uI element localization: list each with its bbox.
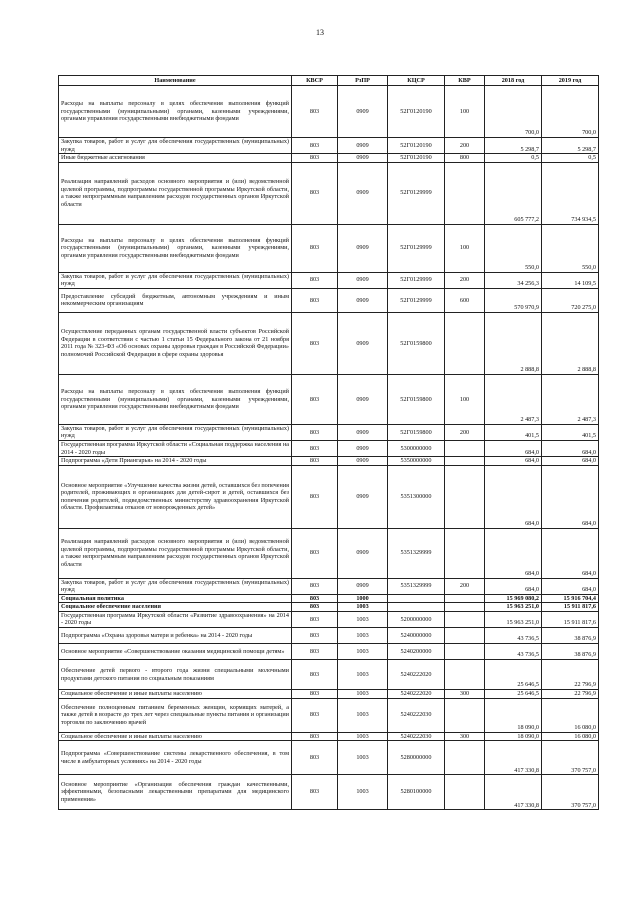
cell-kcsr: 5240222020 — [388, 690, 445, 699]
table-row — [59, 611, 599, 627]
table-row — [59, 162, 599, 224]
cell-kcsr: 52Г0129999 — [388, 272, 445, 288]
table-row — [59, 374, 599, 424]
cell-kvr — [445, 528, 485, 578]
cell-name: Основное мероприятие «Улучшение качества жизни детей, оставшихся без попечения родителей, проживающих в организациях для детей-сирот и детей, оставшихся без попечения родителей, подведомственных министерству здравоохранения Иркутской области. Профилактика отказов от новорожденных детей» — [59, 465, 292, 528]
cell-kvr — [445, 162, 485, 224]
cell-name: Основное мероприятие «Совершенствование оказания медицинской помощи детям» — [59, 644, 292, 660]
budget-table — [58, 75, 599, 810]
cell-kvr: 100 — [445, 86, 485, 138]
cell-kvr: 200 — [445, 578, 485, 594]
table-row — [59, 741, 599, 775]
cell-kvr — [445, 440, 485, 456]
cell-kcsr: 52Г0159800 — [388, 374, 445, 424]
cell-y2018: 684,0 — [485, 465, 542, 528]
cell-kvsr: 803 — [292, 578, 338, 594]
cell-name: Закупка товаров, работ и услуг для обеспечения государственных (муниципальных) нужд — [59, 424, 292, 440]
cell-kvsr: 803 — [292, 698, 338, 732]
cell-kcsr: 52Г0159800 — [388, 424, 445, 440]
cell-kcsr — [388, 594, 445, 603]
cell-kcsr: 5300000000 — [388, 440, 445, 456]
table-row — [59, 732, 599, 741]
cell-y2019: 15 911 817,6 — [542, 611, 599, 627]
table-row — [59, 690, 599, 699]
cell-y2018: 417 330,8 — [485, 775, 542, 810]
cell-y2018: 417 330,8 — [485, 741, 542, 775]
header-row — [59, 76, 599, 86]
cell-y2018: 25 646,5 — [485, 660, 542, 690]
cell-kvr: 200 — [445, 138, 485, 154]
cell-kvr: 200 — [445, 424, 485, 440]
cell-kvsr: 803 — [292, 741, 338, 775]
cell-kvsr: 803 — [292, 272, 338, 288]
cell-name: Предоставление субсидий бюджетным, автономным учреждениям и иным некоммерческим организациям — [59, 288, 292, 312]
cell-y2018: 684,0 — [485, 440, 542, 456]
table-row — [59, 224, 599, 272]
cell-name: Закупка товаров, работ и услуг для обеспечения государственных (муниципальных) нужд — [59, 578, 292, 594]
cell-kvsr: 803 — [292, 374, 338, 424]
cell-y2018: 684,0 — [485, 528, 542, 578]
cell-kvsr: 803 — [292, 162, 338, 224]
cell-y2018: 34 256,3 — [485, 272, 542, 288]
cell-rzpr: 1003 — [338, 628, 388, 644]
cell-kvsr: 803 — [292, 154, 338, 163]
cell-kvsr: 803 — [292, 594, 338, 603]
cell-y2019: 5 298,7 — [542, 138, 599, 154]
cell-kvsr: 803 — [292, 732, 338, 741]
cell-y2018: 2 888,8 — [485, 312, 542, 374]
cell-rzpr: 0909 — [338, 374, 388, 424]
table-row — [59, 86, 599, 138]
cell-kcsr: 52Г0129999 — [388, 162, 445, 224]
table-row — [59, 465, 599, 528]
cell-rzpr: 0909 — [338, 440, 388, 456]
cell-name: Социальное обеспечение и иные выплаты населению — [59, 690, 292, 699]
cell-kvsr: 803 — [292, 424, 338, 440]
cell-rzpr: 1003 — [338, 741, 388, 775]
cell-y2019: 684,0 — [542, 528, 599, 578]
cell-rzpr: 0909 — [338, 224, 388, 272]
cell-kvr — [445, 741, 485, 775]
cell-kvsr: 803 — [292, 690, 338, 699]
cell-y2019: 734 934,5 — [542, 162, 599, 224]
table-row — [59, 528, 599, 578]
cell-rzpr: 1003 — [338, 698, 388, 732]
cell-y2018: 25 646,5 — [485, 690, 542, 699]
cell-kcsr: 52Г0129999 — [388, 288, 445, 312]
cell-kvr: 300 — [445, 732, 485, 741]
cell-kvr: 300 — [445, 690, 485, 699]
table-row — [59, 594, 599, 603]
cell-name: Обеспечение детей первого - второго года жизни специальными молочными продуктами детского питания по социальным показаниям — [59, 660, 292, 690]
cell-kvsr: 803 — [292, 603, 338, 612]
cell-y2019: 22 796,9 — [542, 690, 599, 699]
cell-rzpr: 1003 — [338, 775, 388, 810]
cell-name: Обеспечение полноценным питанием беременных женщин, кормящих матерей, а также детей в возрасте до трех лет через специальные пункты питания и организации торговли по заключению врачей — [59, 698, 292, 732]
cell-y2018: 684,0 — [485, 578, 542, 594]
cell-rzpr: 1003 — [338, 660, 388, 690]
cell-kvr — [445, 465, 485, 528]
cell-kvsr: 803 — [292, 644, 338, 660]
cell-kvsr: 803 — [292, 86, 338, 138]
cell-kvr: 100 — [445, 224, 485, 272]
cell-kvr: 600 — [445, 288, 485, 312]
cell-name: Государственная программа Иркутской области «Развитие здравоохранения» на 2014 - 2020 годы — [59, 611, 292, 627]
cell-kvsr: 803 — [292, 457, 338, 466]
cell-y2019: 16 080,0 — [542, 732, 599, 741]
table-row — [59, 578, 599, 594]
cell-kvr — [445, 660, 485, 690]
cell-y2019: 550,0 — [542, 224, 599, 272]
cell-kvsr: 803 — [292, 465, 338, 528]
cell-rzpr: 0909 — [338, 86, 388, 138]
cell-y2018: 401,5 — [485, 424, 542, 440]
table-row — [59, 628, 599, 644]
cell-kvsr: 803 — [292, 528, 338, 578]
cell-kvr: 800 — [445, 154, 485, 163]
cell-kcsr: 5200000000 — [388, 611, 445, 627]
cell-kcsr: 52Г0120190 — [388, 154, 445, 163]
cell-y2019: 16 080,0 — [542, 698, 599, 732]
cell-name: Подпрограмма «Дети Приангарья» на 2014 - 2020 годы — [59, 457, 292, 466]
table-row — [59, 660, 599, 690]
table-row — [59, 312, 599, 374]
cell-y2019: 700,0 — [542, 86, 599, 138]
cell-kcsr: 5351329999 — [388, 578, 445, 594]
cell-y2018: 18 090,0 — [485, 732, 542, 741]
table-row — [59, 424, 599, 440]
cell-kvr — [445, 644, 485, 660]
col-header-kcsr: КЦСР — [388, 76, 445, 86]
cell-kcsr: 52Г0120190 — [388, 86, 445, 138]
cell-rzpr: 1003 — [338, 690, 388, 699]
cell-y2019: 15 911 817,6 — [542, 603, 599, 612]
cell-y2019: 370 757,0 — [542, 775, 599, 810]
cell-name: Основное мероприятие «Организация обеспечения граждан качественными, эффективными, безопасными лекарственными препаратами для медицинского применения» — [59, 775, 292, 810]
cell-name: Социальная политика — [59, 594, 292, 603]
cell-name: Осуществление переданных органам государственной власти субъектов Российской Федерации в соответствии с частью 1 статьи 15 Федерального закона от 21 ноября 2011 года № 323-ФЗ «Об основах охраны здоровья граждан в Российской Федерации» полномочий Российской Федерации в сфере охраны здоровья — [59, 312, 292, 374]
cell-rzpr: 1000 — [338, 594, 388, 603]
cell-name: Государственная программа Иркутской области «Социальная поддержка населения на 2014 - 2020 годы — [59, 440, 292, 456]
cell-y2019: 684,0 — [542, 465, 599, 528]
cell-kvr — [445, 611, 485, 627]
cell-y2018: 0,5 — [485, 154, 542, 163]
cell-kcsr: 5240222030 — [388, 698, 445, 732]
cell-kcsr: 5240222020 — [388, 660, 445, 690]
cell-name: Расходы на выплаты персоналу в целях обеспечения выполнения функций государственными (муниципальными) органами, казенными учреждениями, органами управления государственными внебюджетными фондами — [59, 374, 292, 424]
cell-kvsr: 803 — [292, 312, 338, 374]
cell-kvsr: 803 — [292, 224, 338, 272]
cell-kvr: 200 — [445, 272, 485, 288]
cell-y2018: 5 298,7 — [485, 138, 542, 154]
cell-kcsr: 5240200000 — [388, 644, 445, 660]
table-row — [59, 440, 599, 456]
cell-y2018: 605 777,2 — [485, 162, 542, 224]
table-row — [59, 603, 599, 612]
cell-rzpr: 0909 — [338, 578, 388, 594]
cell-kvr — [445, 775, 485, 810]
cell-kcsr: 5350000000 — [388, 457, 445, 466]
table-row — [59, 644, 599, 660]
cell-name: Подпрограмма «Совершенствование системы лекарственного обеспечения, в том числе в амбулаторных условиях» на 2014 - 2020 годы — [59, 741, 292, 775]
cell-y2019: 15 916 704,4 — [542, 594, 599, 603]
cell-y2019: 22 796,9 — [542, 660, 599, 690]
cell-y2019: 38 876,9 — [542, 628, 599, 644]
cell-rzpr: 0909 — [338, 288, 388, 312]
cell-y2019: 2 888,8 — [542, 312, 599, 374]
cell-name: Расходы на выплаты персоналу в целях обеспечения выполнения функций государственными (муниципальными) органами, казенными учреждениями, органами управления государственными внебюджетными фондами — [59, 86, 292, 138]
cell-y2018: 550,0 — [485, 224, 542, 272]
cell-name: Расходы на выплаты персоналу в целях обеспечения выполнения функций государственными (муниципальными) органами, казенными учреждениями, органами управления государственными внебюджетными фондами — [59, 224, 292, 272]
cell-name: Социальное обеспечение населения — [59, 603, 292, 612]
cell-name: Реализация направлений расходов основного мероприятия и (или) ведомственной целевой программы, подпрограммы государственной программы Иркутской области, а также непрограммным направлениям расходов государственных органов Иркутской области — [59, 162, 292, 224]
cell-y2019: 2 487,3 — [542, 374, 599, 424]
cell-rzpr: 0909 — [338, 424, 388, 440]
cell-y2018: 43 736,5 — [485, 628, 542, 644]
cell-y2019: 370 757,0 — [542, 741, 599, 775]
cell-kcsr: 5280000000 — [388, 741, 445, 775]
table-row — [59, 457, 599, 466]
cell-rzpr: 0909 — [338, 154, 388, 163]
cell-rzpr: 1003 — [338, 644, 388, 660]
cell-kvr — [445, 457, 485, 466]
cell-name: Социальное обеспечение и иные выплаты населению — [59, 732, 292, 741]
col-header-kvr: КВР — [445, 76, 485, 86]
col-header-2018: 2018 год — [485, 76, 542, 86]
cell-y2018: 15 963 251,0 — [485, 611, 542, 627]
cell-name: Подпрограмма «Охрана здоровья матери и ребенка» на 2014 - 2020 годы — [59, 628, 292, 644]
cell-kcsr: 5351329999 — [388, 528, 445, 578]
cell-y2019: 720 275,0 — [542, 288, 599, 312]
cell-rzpr: 0909 — [338, 457, 388, 466]
cell-rzpr: 1003 — [338, 611, 388, 627]
cell-rzpr: 0909 — [338, 138, 388, 154]
cell-kvsr: 803 — [292, 775, 338, 810]
cell-kvsr: 803 — [292, 611, 338, 627]
cell-y2018: 570 970,9 — [485, 288, 542, 312]
cell-y2019: 684,0 — [542, 578, 599, 594]
cell-kvr — [445, 698, 485, 732]
cell-y2019: 401,5 — [542, 424, 599, 440]
cell-y2018: 43 736,5 — [485, 644, 542, 660]
cell-rzpr: 1003 — [338, 603, 388, 612]
cell-rzpr: 0909 — [338, 162, 388, 224]
cell-name: Закупка товаров, работ и услуг для обеспечения государственных (муниципальных) нужд — [59, 272, 292, 288]
cell-y2018: 2 487,3 — [485, 374, 542, 424]
cell-y2019: 14 109,5 — [542, 272, 599, 288]
table-row — [59, 288, 599, 312]
cell-kvsr: 803 — [292, 628, 338, 644]
cell-kcsr: 5240000000 — [388, 628, 445, 644]
table-row — [59, 698, 599, 732]
cell-y2018: 684,0 — [485, 457, 542, 466]
col-header-rzpr: РзПР — [338, 76, 388, 86]
cell-kvr — [445, 312, 485, 374]
cell-kcsr: 5280100000 — [388, 775, 445, 810]
cell-kvsr: 803 — [292, 288, 338, 312]
cell-kcsr: 52Г0120190 — [388, 138, 445, 154]
cell-kvsr: 803 — [292, 660, 338, 690]
cell-rzpr: 0909 — [338, 465, 388, 528]
cell-y2018: 700,0 — [485, 86, 542, 138]
cell-name: Иные бюджетные ассигнования — [59, 154, 292, 163]
cell-y2018: 18 090,0 — [485, 698, 542, 732]
table-row — [59, 154, 599, 163]
cell-y2018: 15 963 251,0 — [485, 603, 542, 612]
cell-kcsr: 5240222030 — [388, 732, 445, 741]
cell-y2019: 0,5 — [542, 154, 599, 163]
table-row — [59, 775, 599, 810]
cell-kcsr: 52Г0129999 — [388, 224, 445, 272]
table-row — [59, 138, 599, 154]
cell-rzpr: 0909 — [338, 312, 388, 374]
cell-name: Закупка товаров, работ и услуг для обеспечения государственных (муниципальных) нужд — [59, 138, 292, 154]
cell-y2019: 684,0 — [542, 457, 599, 466]
cell-rzpr: 0909 — [338, 528, 388, 578]
cell-y2019: 684,0 — [542, 440, 599, 456]
cell-rzpr: 0909 — [338, 272, 388, 288]
col-header-2019: 2019 год — [542, 76, 599, 86]
cell-kvr — [445, 628, 485, 644]
cell-kvsr: 803 — [292, 138, 338, 154]
col-header-kvsr: КВСР — [292, 76, 338, 86]
cell-kvsr: 803 — [292, 440, 338, 456]
cell-name: Реализация направлений расходов основного мероприятия и (или) ведомственной целевой программы, подпрограммы государственной программы Иркутской области, а также непрограммным направлениям расходов государственных органов Иркутской области — [59, 528, 292, 578]
page-number: 13 — [316, 28, 324, 37]
col-header-name: Наименование — [59, 76, 292, 86]
cell-kcsr — [388, 603, 445, 612]
cell-y2018: 15 969 080,2 — [485, 594, 542, 603]
cell-kcsr: 52Г0159800 — [388, 312, 445, 374]
cell-kvr: 100 — [445, 374, 485, 424]
cell-rzpr: 1003 — [338, 732, 388, 741]
cell-kvr — [445, 603, 485, 612]
table-row — [59, 272, 599, 288]
cell-kcsr: 5351300000 — [388, 465, 445, 528]
cell-y2019: 38 876,9 — [542, 644, 599, 660]
cell-kvr — [445, 594, 485, 603]
